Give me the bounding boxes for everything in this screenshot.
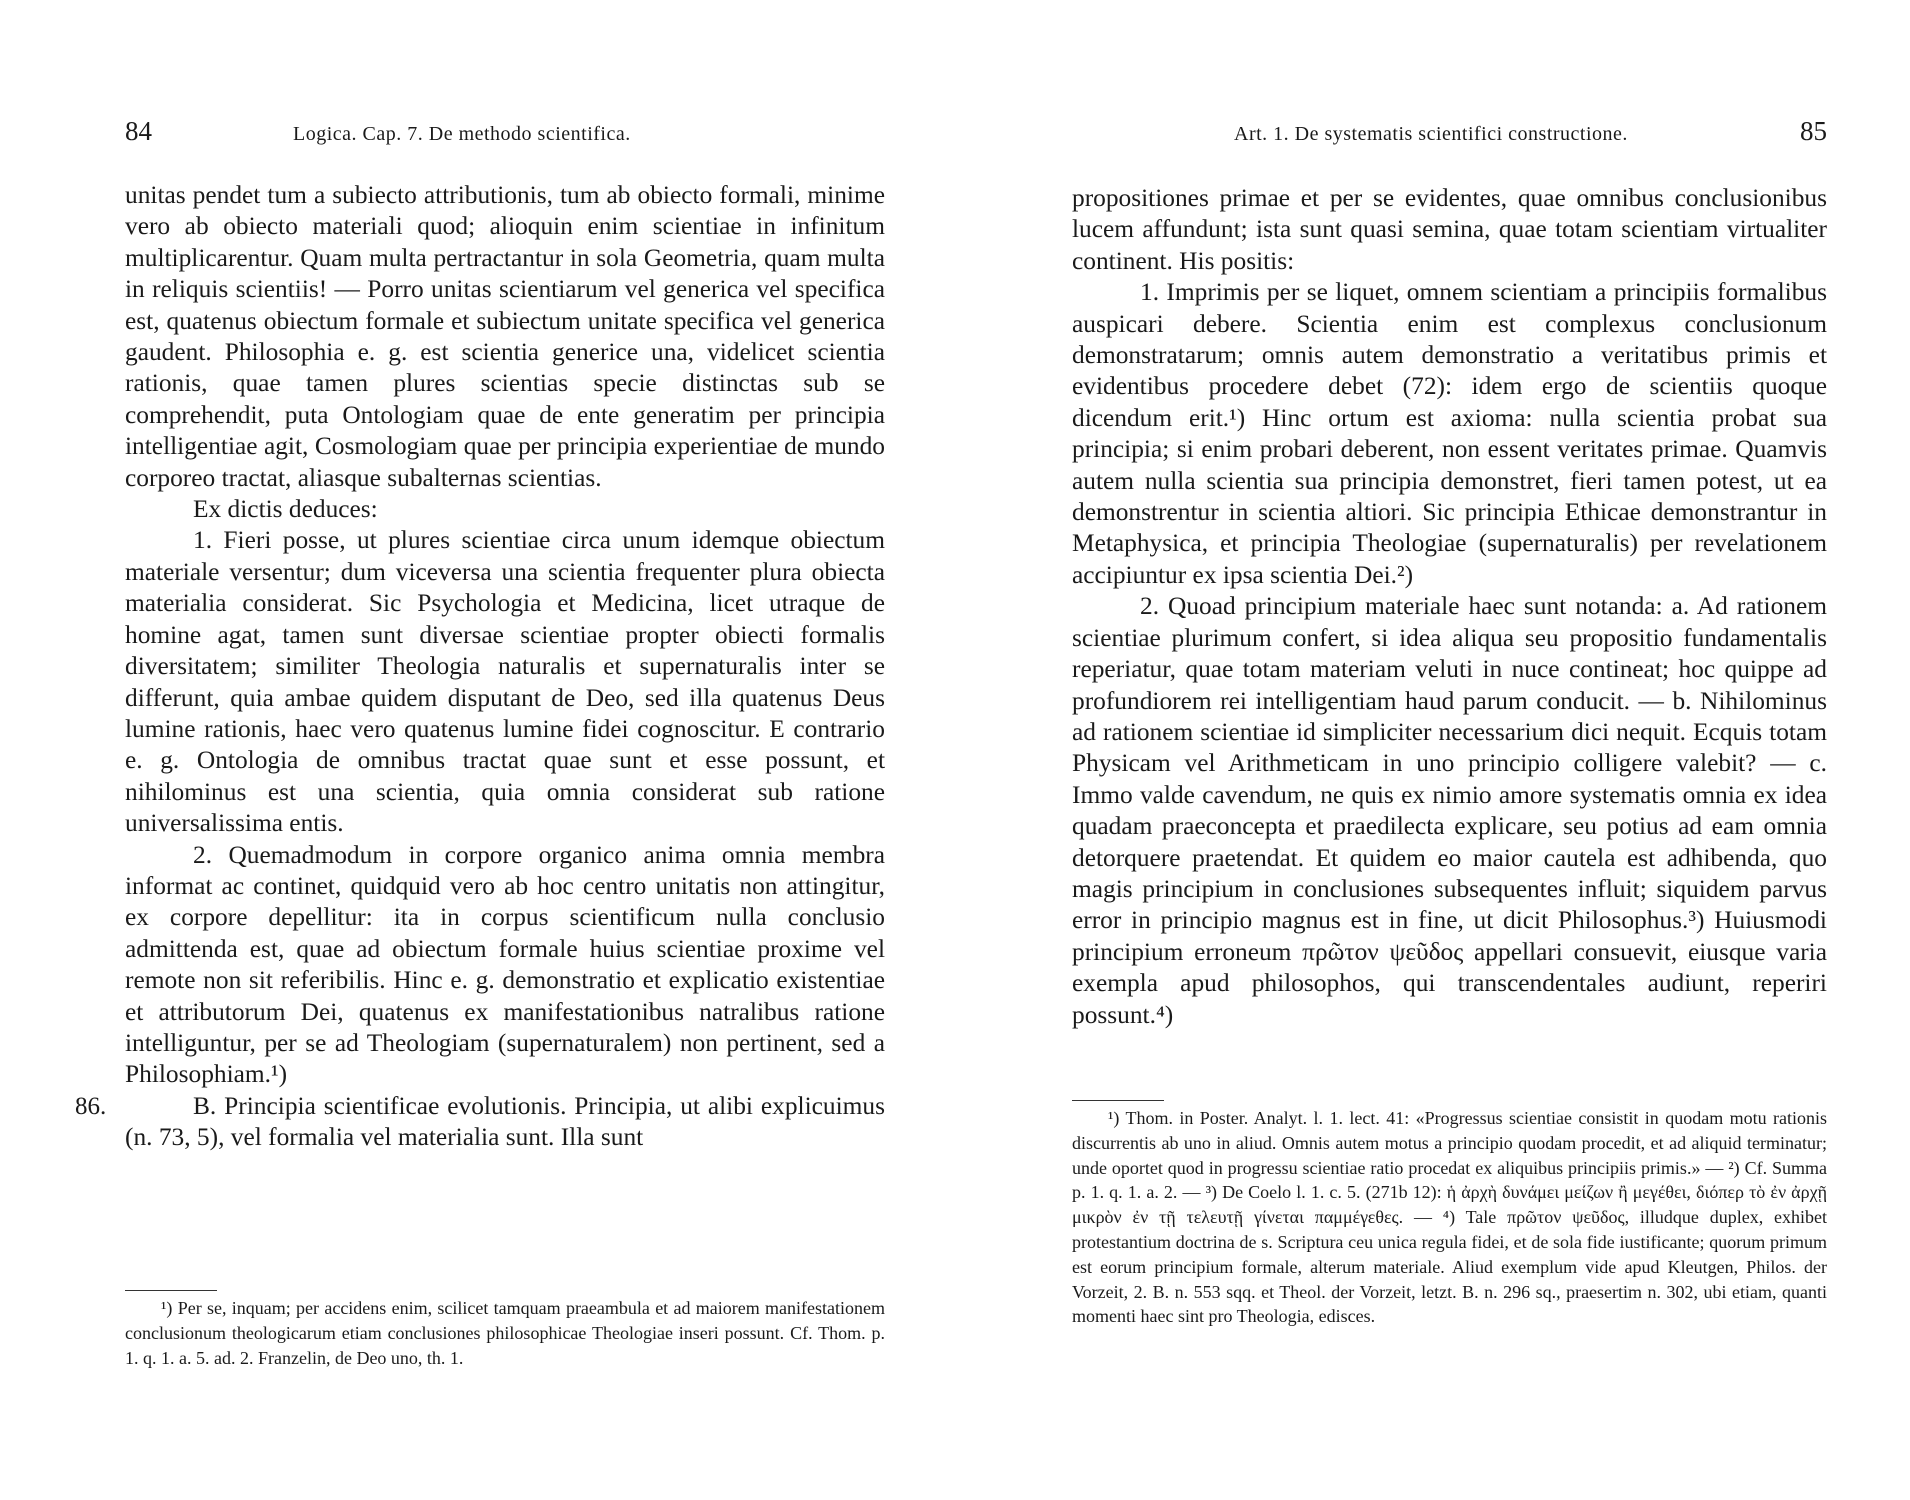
left-paragraph-1: unitas pendet tum a subiecto attributionis, tum ab obiecto formali, minime vero ab obiecto materiali quod; alioquin enim scientiae in infinitum multiplicarentur. Quam multa pertractantur in sola Geometria, quam multa in reliquis scientiis! — Porro unitas scientiarum vel generica vel specifica est, quatenus obiectum formale et subiectum unitate specifica vel generica gaudent. Philosophia e. g. est scientia generice una, videlicet scientia rationis, quae tamen plures scientias specie distinctas sub se comprehendit, puta Ontologiam quae de ente generatim per principia intelligentiae agit, Cosmologiam quae per principia experientiae de mundo corporeo tractat, aliasque subalternas scientias. [125, 181, 885, 492]
right-running-head: Art. 1. De systematis scientifici constructione. [1234, 123, 1628, 145]
right-paragraph-3: 2. Quoad principium materiale haec sunt notanda: a. Ad rationem scientiae plurimum confert, si idea aliqua seu propositio fundamentalis reperiatur, quae totam materiam veluti in nuce contineat; hoc quippe ad profundiorem rei intelligentiam haud parum conducit. — b. Nihilominus ad rationem scientiae id simpliciter necessarium dici nequit. Ecquis totam Physicam vel Arithmeticam in uno principio colligere valebit? — c. Immo valde cavendum, ne quis ex nimio amore systematis omnia ex idea quadam praeconcepta et praedilecta explicare, seu potius ad eam omnia detorquere praetendat. Et quidem eo maior cautela est adhibenda, quo magis principium in conclusiones subsequentes influit; siquidem parvus error in principio magnus est in fine, ut dicit Philosophus.³) Huiusmodi principium erroneum πρῶτον ψεῦδος appellari consuevit, eiusque varia exempla apud philosophos, qui transcendentales audiunt, reperiri possunt.⁴) [1072, 592, 1827, 1029]
left-page-number: 84 [125, 116, 152, 146]
right-paragraph-1: propositiones primae et per se evidentes, quae omnibus conclusionibus lucem affundunt; ista sunt quasi semina, quae totam scientiam virtualiter continent. His positis: [1072, 184, 1827, 275]
right-footnote-rule [1072, 1100, 1164, 1101]
left-footnote-1: ¹) Per se, inquam; per accidens enim, scilicet tamquam praeambula et ad maiorem manifestationem conclusionum theologicarum etiam conclusiones philosophicae Theologiae inseri possunt. Cf. Thom. p. 1. q. 1. a. 5. ad. 2. Franzelin, de Deo uno, th. 1. [125, 1298, 885, 1368]
left-footnote-rule [125, 1290, 217, 1291]
left-page-body [75, 180, 885, 1154]
left-paragraph-5 [75, 1091, 885, 1154]
right-page [1072, 0, 1827, 1500]
right-page-number: 85 [1800, 116, 1827, 146]
right-page-header [1072, 116, 1827, 156]
right-footnote-1: ¹) Thom. in Poster. Analyt. l. 1. lect. 41: «Progressus scientiae consistit in quodam motu rationis discurrentis ab uno in aliud. Omnis autem motus a principio quodam procedit, et ad aliquid terminatur; unde oportet quod in progressu scientiae ratio procedat ex aliquibus principiis primis.» — ²) Cf. Summa p. 1. q. 1. a. 2. — ³) De Coelo l. 1. c. 5. (271b 12): ἡ ἀρχὴ δυνάμει μείζων ἢ μεγέθει, διόπερ τὸ ἐν ἀρχῇ μικρὸν ἐν τῇ τελευτῇ γίνεται παμμέγεθες. — ⁴) Tale πρῶτον ψεῦδος, illudque duplex, exhibet protestantium doctrina de s. Scriptura ceu unica regula fidei, et de sola fide iustificante; quorum primum est eorum principium formale, alterum materiale. Aliud exemplum vide apud Kleutgen, Philos. der Vorzeit, 2. B. n. 553 sqq. et Theol. der Vorzeit, letzt. B. n. 296 sq., praesertim n. 302, ubi etiam, quanti momenti haec sint pro Theologia, edisces. [1072, 1108, 1827, 1327]
left-page [75, 0, 885, 1500]
left-paragraph-5-text: B. Principia scientificae evolutionis. Principia, ut alibi explicuimus (n. 73, 5), vel formalia vel materialia sunt. Illa sunt [125, 1091, 885, 1152]
margin-section-number: 86. [75, 1092, 107, 1120]
left-running-head: Logica. Cap. 7. De methodo scientifica. [293, 123, 631, 145]
left-paragraph-4: 2. Quemadmodum in corpore organico anima omnia membra informat ac continet, quidquid vero ab hoc centro unitatis non attingitur, ex corpore depellitur: ita in corpus scientificum nulla conclusio admittenda est, quae ad obiectum formale huius scientiae proxime vel remote non sit referibilis. Hinc e. g. demonstratio et explicatio existentiae et attributorum Dei, quatenus ex manifestationibus natralibus ratione intelliguntur, per se ad Theologiam (supernaturalem) non pertinent, sed a Philosophiam.¹) [125, 840, 885, 1089]
right-page-body [1072, 183, 1827, 1031]
left-paragraph-2: Ex dictis deduces: [193, 495, 378, 524]
right-paragraph-2: 1. Imprimis per se liquet, omnem scientiam a principiis formalibus auspicari debere. Scientia enim est complexus conclusionum demonstratarum; omnis autem demonstratio a veritatibus primis et evidentibus procedere debet (72): idem ergo de scientiis quoque dicendum erit.¹) Hinc ortum est axioma: nulla scientia probat sua principia; si enim probari deberent, non essent veritates primae. Quamvis autem nulla scientia sua principia demonstret, fieri tamen potest, ut ea demonstrentur in scientia altiori. Sic principia Ethicae demonstrantur in Metaphysica, et principia Theologiae (supernaturalis) per revelationem accipiuntur ex ipsa scientia Dei.²) [1072, 278, 1827, 589]
right-footnotes [1072, 1106, 1827, 1329]
left-footnotes [125, 1296, 885, 1370]
left-page-header [125, 116, 885, 156]
left-paragraph-3: 1. Fieri posse, ut plures scientiae circa unum idemque obiectum materiale versentur; dum viceversa una scientia frequenter plura obiecta materialia considerat. Sic Psychologia et Medicina, licet utraque de homine agat, tamen sunt diversae scientiae propter obiecti formalis diversitatem; similiter Theologia naturalis et supernaturalis inter se differunt, quia ambae quidem disputant de Deo, sed illa quatenus Deus lumine rationis, haec vero quatenus lumine fidei cognoscitur. E contrario e. g. Ontologia de omnibus tractat quae sunt et esse possunt, et nihilominus est una scientia, quia omnia considerat sub ratione universalissima entis. [125, 526, 885, 838]
